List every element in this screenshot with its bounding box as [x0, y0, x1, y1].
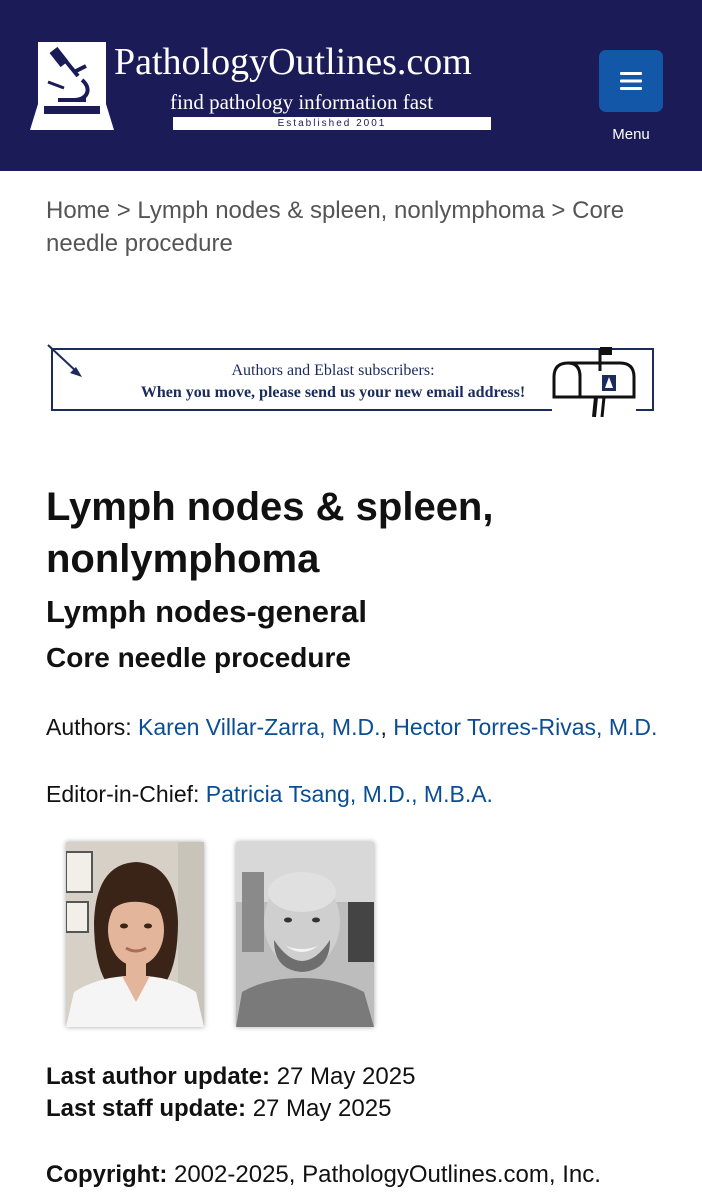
breadcrumb-home-link[interactable]: Home	[46, 197, 111, 224]
hamburger-icon	[620, 72, 642, 90]
site-tagline: find pathology information fast	[170, 90, 434, 114]
author-portrait-2-image	[236, 842, 374, 1027]
last-staff-update-label: Last staff update:	[46, 1095, 247, 1122]
copyright-line	[46, 1160, 601, 1190]
menu-button[interactable]	[599, 50, 663, 112]
last-staff-update	[46, 1094, 391, 1124]
page-title: Lymph nodes & spleen, nonlymphoma	[46, 485, 494, 581]
copyright-text: 2002-2025, PathologyOutlines.com, Inc.	[173, 1161, 601, 1188]
breadcrumb-separator: >	[551, 197, 566, 224]
editor-label: Editor-in-Chief:	[46, 781, 200, 807]
author-photo-1[interactable]	[66, 842, 204, 1027]
authors-label: Authors:	[46, 714, 132, 740]
menu-control[interactable]	[599, 50, 663, 143]
breadcrumb-current[interactable]: Core needle procedure	[46, 197, 625, 257]
site-logo[interactable]	[30, 42, 550, 132]
topic-title: Core needle procedure	[46, 642, 351, 673]
breadcrumb-separator: >	[116, 197, 131, 224]
last-staff-update-date: 27 May 2025	[252, 1095, 392, 1122]
page-subtitle: Lymph nodes-general	[46, 594, 367, 629]
site-header	[0, 0, 702, 171]
banner-line-1: Authors and Eblast subscribers:	[231, 362, 435, 379]
site-name: PathologyOutlines.com	[114, 41, 472, 83]
author-photo-2[interactable]	[236, 842, 374, 1027]
arrow-icon	[46, 343, 86, 383]
editor-link[interactable]: Patricia Tsang, M.D., M.B.A.	[205, 781, 493, 807]
editor-line	[46, 778, 666, 811]
last-author-update-date: 27 May 2025	[276, 1063, 416, 1090]
microscope-logo-icon	[30, 42, 116, 130]
breadcrumb-section-link[interactable]: Lymph nodes & spleen, nonlymphoma	[137, 197, 545, 224]
mailbox-icon	[546, 345, 642, 417]
author-link-1[interactable]: Karen Villar-Zarra, M.D.	[138, 714, 381, 740]
banner-line-2: When you move, please send us your new email address!	[140, 384, 526, 401]
author-separator: ,	[380, 714, 387, 740]
last-author-update	[46, 1062, 415, 1092]
established-badge: Established 2001	[173, 117, 491, 130]
author-link-2[interactable]: Hector Torres-Rivas, M.D.	[393, 714, 658, 740]
authors-line	[46, 711, 666, 744]
email-update-banner[interactable]	[46, 343, 656, 415]
breadcrumb	[46, 194, 666, 260]
last-author-update-label: Last author update:	[46, 1063, 271, 1090]
copyright-label: Copyright:	[46, 1161, 168, 1188]
author-portrait-1-image	[66, 842, 204, 1027]
menu-label[interactable]: Menu	[612, 126, 650, 143]
